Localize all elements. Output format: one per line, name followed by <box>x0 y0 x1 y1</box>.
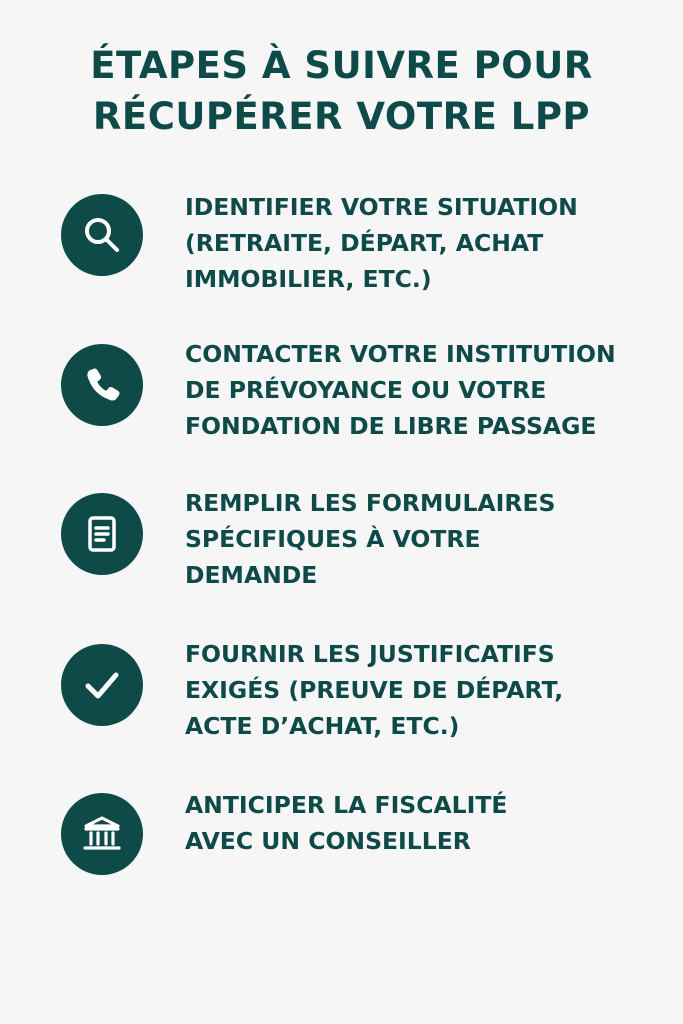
document-icon <box>61 493 143 575</box>
step-line: (RETRAITE, DÉPART, ACHAT <box>185 229 544 257</box>
step-provide-documents <box>0 635 683 765</box>
step-text <box>185 336 655 444</box>
step-anticipate-taxation <box>0 785 683 915</box>
page-title <box>0 40 683 142</box>
checkmark-icon <box>61 644 143 726</box>
step-line: IDENTIFIER VOTRE SITUATION <box>185 193 578 221</box>
bank-icon <box>61 793 143 875</box>
step-text <box>185 787 655 859</box>
title-line: RÉCUPÉRER VOTRE LPP <box>92 95 591 138</box>
step-line: EXIGÉS (PREUVE DE DÉPART, <box>185 676 564 704</box>
step-line: FONDATION DE LIBRE PASSAGE <box>185 412 597 440</box>
step-contact-institution <box>0 335 683 465</box>
title-line: ÉTAPES À SUIVRE POUR <box>90 44 593 87</box>
step-line: DEMANDE <box>185 561 318 589</box>
step-text <box>185 189 655 297</box>
step-line: SPÉCIFIQUES À VOTRE <box>185 525 481 553</box>
step-fill-forms <box>0 485 683 615</box>
search-icon <box>61 194 143 276</box>
step-line: AVEC UN CONSEILLER <box>185 827 471 855</box>
step-line: DE PRÉVOYANCE OU VOTRE <box>185 376 547 404</box>
step-text <box>185 636 655 744</box>
phone-icon <box>61 344 143 426</box>
step-line: REMPLIR LES FORMULAIRES <box>185 489 556 517</box>
step-line: ANTICIPER LA FISCALITÉ <box>185 791 508 819</box>
step-text <box>185 485 655 593</box>
step-line: CONTACTER VOTRE INSTITUTION <box>185 340 616 368</box>
step-line: IMMOBILIER, ETC.) <box>185 265 432 293</box>
step-line: ACTE D’ACHAT, ETC.) <box>185 712 460 740</box>
step-line: FOURNIR LES JUSTIFICATIFS <box>185 640 555 668</box>
step-identify-situation <box>0 185 683 315</box>
